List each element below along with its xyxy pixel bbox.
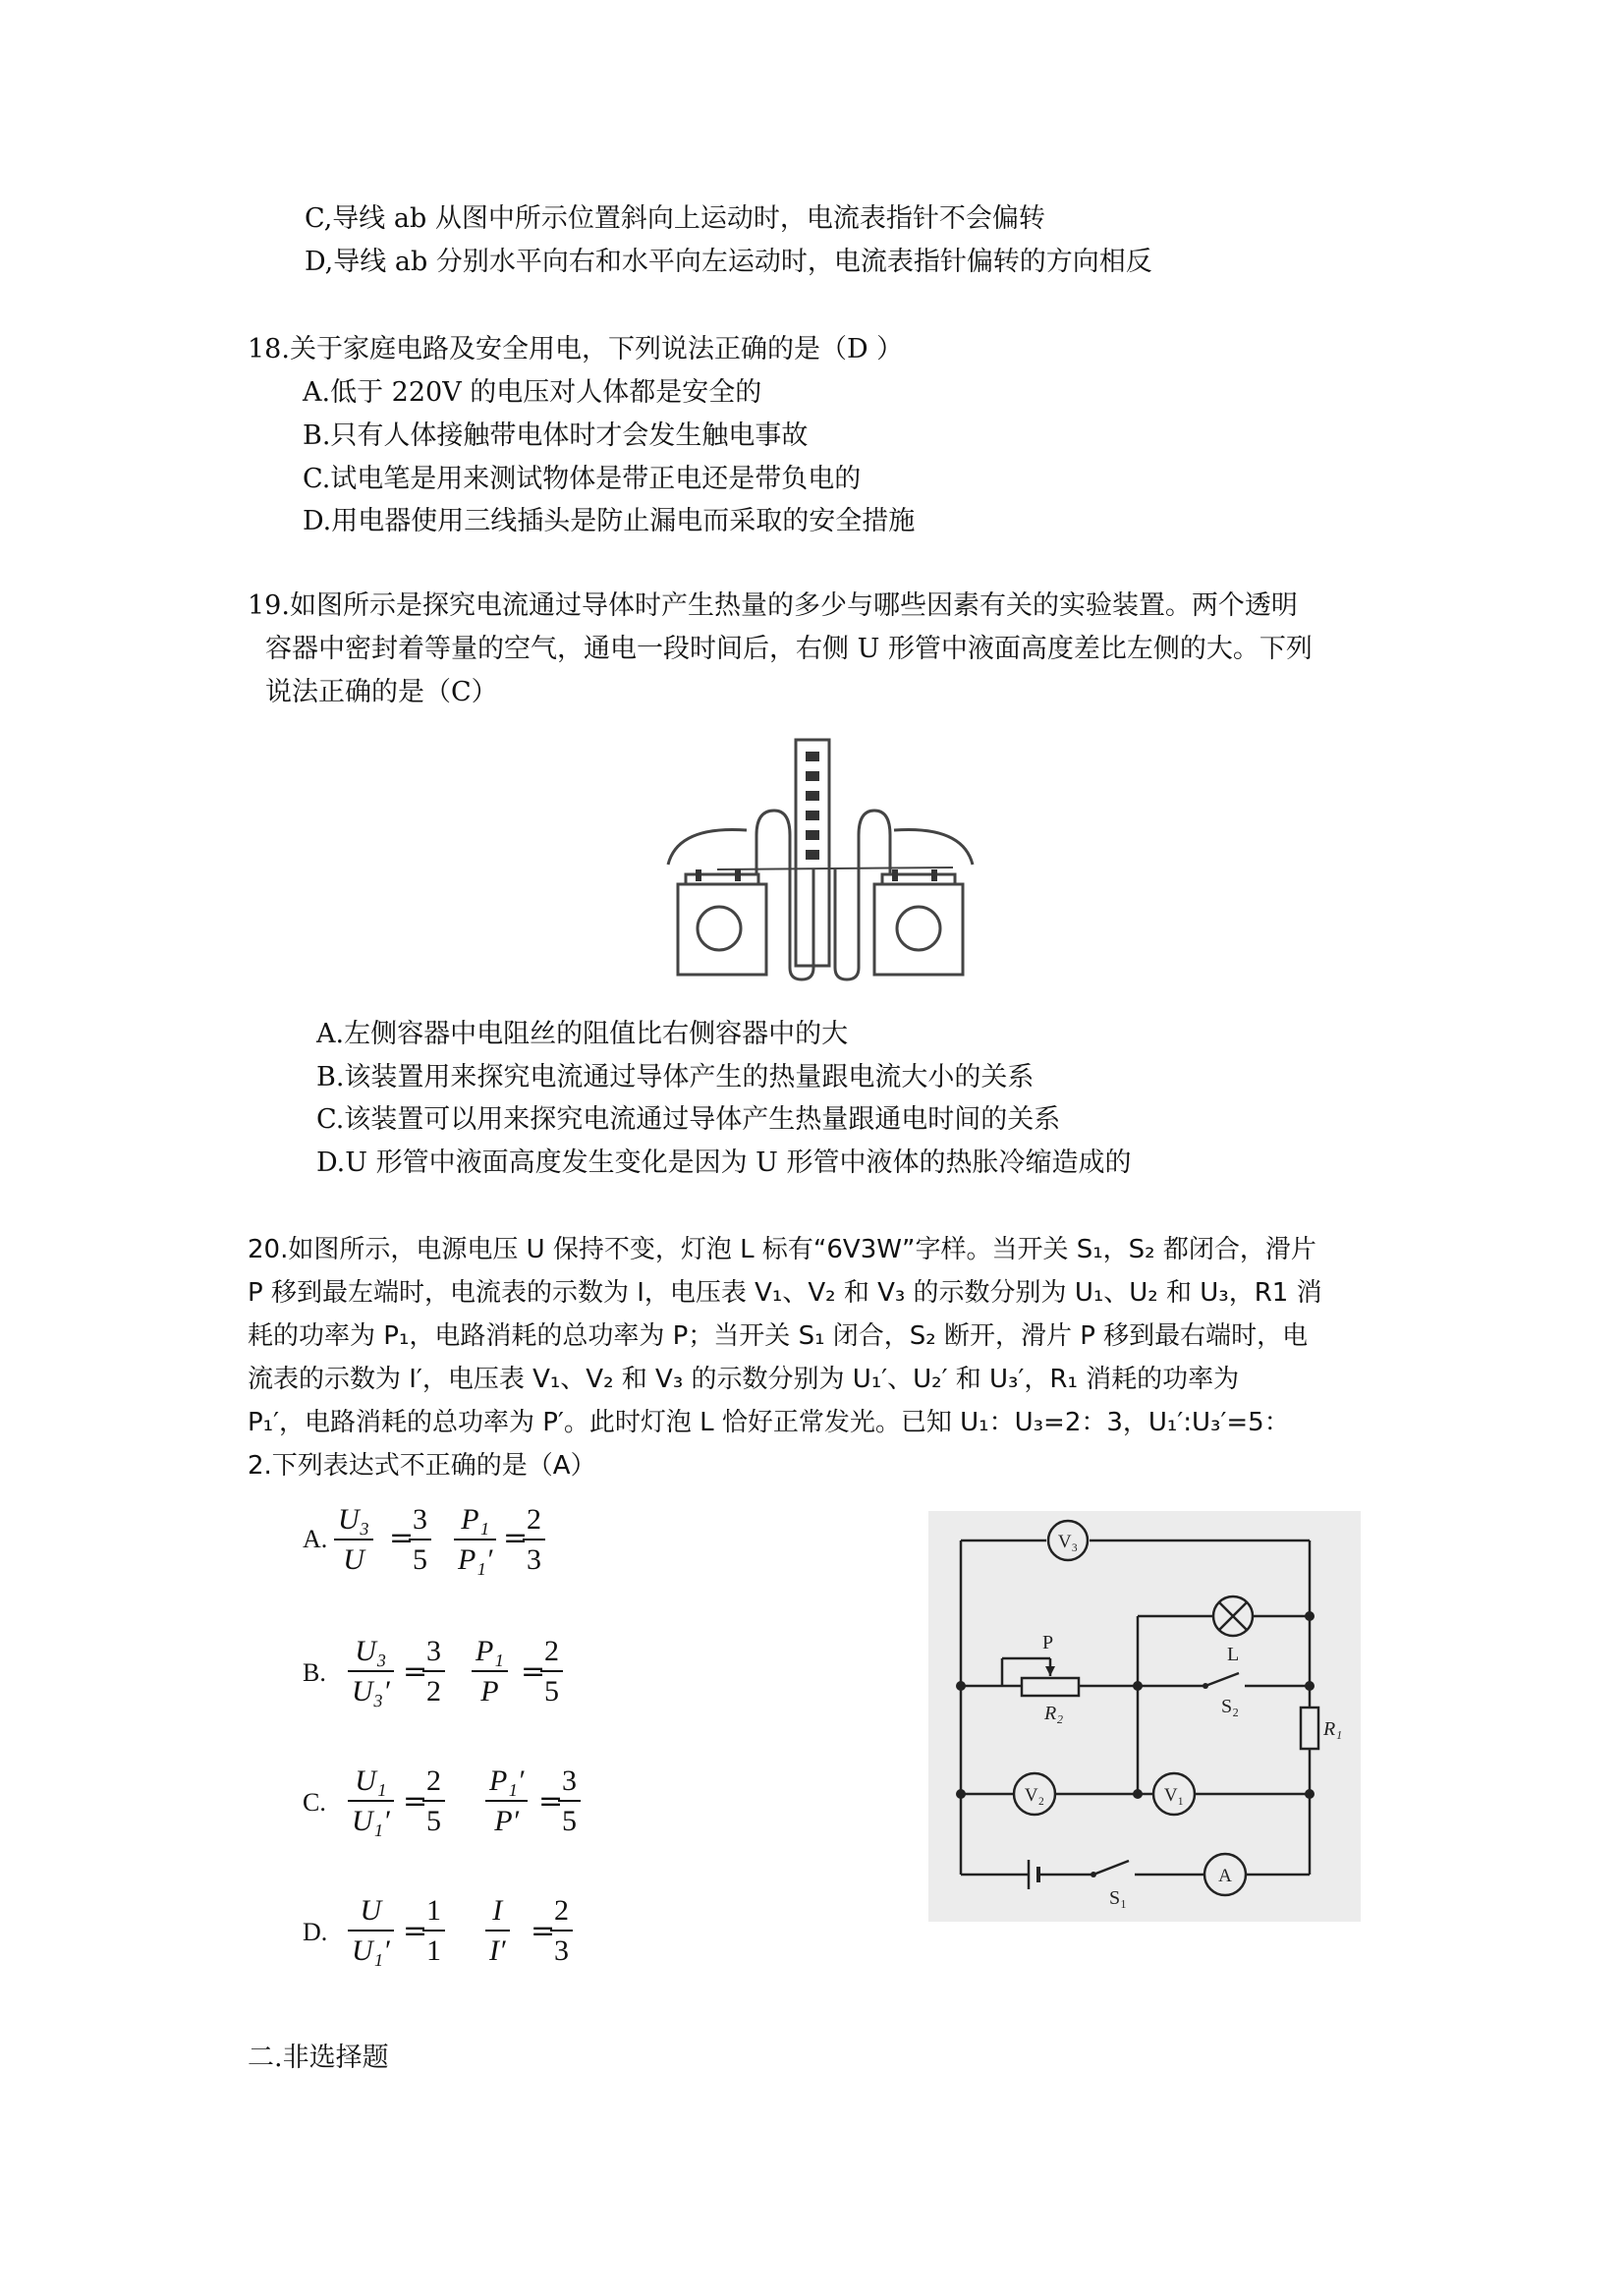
- q20-stem-line-4: 流表的示数为 I′，电压表 V₁、V₂ 和 V₃ 的示数分别为 U₁′、U₂′ 和 U₃′，R₁ 消耗的功率为: [248, 1365, 1240, 1394]
- s1-label: S₁: [1109, 1887, 1128, 1909]
- q20-option-a-value-1: $\frac{3}{5}$: [409, 1501, 431, 1580]
- q20-option-c-value-1: $\frac{2}{5}$: [422, 1763, 445, 1841]
- q20-option-d-equals-2: =: [531, 1914, 556, 1948]
- lamp-label: L: [1227, 1644, 1240, 1665]
- ammeter-label: A: [1218, 1866, 1232, 1886]
- r2-label: R₂: [1044, 1703, 1064, 1724]
- q20-stem-line-6: 2.下列表达式不正确的是（A）: [248, 1451, 596, 1481]
- q20-option-d-value-1: $\frac{1}{1}$: [422, 1892, 445, 1971]
- q20-option-c-equals-2: =: [538, 1784, 564, 1819]
- q18-option-a: A.低于 220V 的电压对人体都是安全的: [303, 377, 762, 408]
- q17-option-d: D,导线 ab 分别水平向右和水平向左运动时，电流表指针偏转的方向相反: [305, 247, 1152, 277]
- q19-option-a: A.左侧容器中电阻丝的阻值比右侧容器中的大: [316, 1019, 849, 1049]
- q20-stem-line-3: 耗的功率为 P₁，电路消耗的总功率为 P；当开关 S₁ 闭合，S₂ 断开，滑片 P 移到最右端时，电: [248, 1321, 1309, 1351]
- q20-option-c-equals-1: =: [403, 1784, 428, 1819]
- q20-option-a-value-2: $\frac{2}{3}$: [523, 1501, 545, 1580]
- v3-label: V₃: [1057, 1532, 1079, 1552]
- q20-option-a-label: A.: [303, 1525, 328, 1553]
- q20-option-a-equals-1: =: [389, 1521, 415, 1555]
- q20-option-b-equals-2: =: [521, 1654, 546, 1689]
- q18-option-b: B.只有人体接触带电体时才会发生触电事故: [303, 420, 809, 451]
- q20-option-c-fraction-2: $\frac{\text{P₁′}}{P'}$: [485, 1763, 528, 1841]
- slider-label: P: [1042, 1632, 1054, 1653]
- q20-option-b-value-1: $\frac{3}{2}$: [422, 1633, 445, 1711]
- q19-stem-line-1: 19.如图所示是探究电流通过导体时产生热量的多少与哪些因素有关的实验装置。两个透明: [248, 590, 1298, 621]
- q20-stem-line-5: P₁′，电路消耗的总功率为 P′。此时灯泡 L 恰好正常发光。已知 U₁：U₃=2：3，U₁′:U₃′=5：: [248, 1408, 1290, 1437]
- s2-label: S₂: [1221, 1696, 1240, 1717]
- q20-option-d-fraction-2: $\frac{I}{I'}$: [485, 1892, 510, 1971]
- q19-stem-line-3: 说法正确的是（C）: [265, 677, 498, 707]
- q20-option-c-value-2: $\frac{3}{5}$: [558, 1763, 581, 1841]
- q19-option-d: D.U 形管中液面高度发生变化是因为 U 形管中液体的热胀冷缩造成的: [316, 1148, 1132, 1178]
- q19-option-b: B.该装置用来探究电流通过导体产生的热量跟电流大小的关系: [316, 1062, 1035, 1092]
- q18-option-d: D.用电器使用三线插头是防止漏电而采取的安全措施: [303, 506, 916, 536]
- q18-stem: 18.关于家庭电路及安全用电，下列说法正确的是（D ）: [248, 334, 904, 364]
- circuit-diagram: [928, 1511, 1361, 1922]
- q19-stem-line-2: 容器中密封着等量的空气，通电一段时间后，右侧 U 形管中液面高度差比左侧的大。下列: [265, 634, 1313, 664]
- q20-option-d-equals-1: =: [403, 1914, 428, 1948]
- v2-label: V₂: [1024, 1785, 1045, 1806]
- q20-option-d-value-2: $\frac{2}{3}$: [550, 1892, 573, 1971]
- q19-option-c: C.该装置可以用来探究电流通过导体产生热量跟通电时间的关系: [316, 1104, 1061, 1135]
- q18-option-c: C.试电笔是用来测试物体是带正电还是带负电的: [303, 464, 862, 494]
- q20-option-b-fraction-1: $\frac{\text{U₃}}{\text{U₃′}}$: [348, 1633, 394, 1711]
- q20-option-a-fraction-1: $\frac{\text{U₃}}{U}$: [334, 1501, 373, 1580]
- q20-stem-line-1: 20.如图所示，电源电压 U 保持不变，灯泡 L 标有“6V3W”字样。当开关 S₁，S₂ 都闭合，滑片: [248, 1235, 1316, 1264]
- q20-option-b-fraction-2: $\frac{\text{P₁}}{P}$: [472, 1633, 508, 1711]
- q17-option-c: C,导线 ab 从图中所示位置斜向上运动时，电流表指针不会偏转: [305, 203, 1045, 234]
- q20-option-d-label: D.: [303, 1918, 328, 1946]
- q20-stem-line-2: P 移到最左端时，电流表的示数为 I，电压表 V₁、V₂ 和 V₃ 的示数分别为 U₁、U₂ 和 U₃，R1 消: [248, 1278, 1322, 1308]
- q20-option-a-fraction-2: $\frac{\text{P₁}}{\text{P₁′}}$: [454, 1501, 496, 1580]
- r1-label: R₁: [1323, 1718, 1343, 1740]
- q20-option-c-label: C.: [303, 1788, 326, 1817]
- q20-option-b-equals-1: =: [403, 1654, 428, 1689]
- section-2-heading: 二.非选择题: [248, 2043, 389, 2073]
- q20-option-a-equals-2: =: [503, 1521, 529, 1555]
- q20-option-b-value-2: $\frac{2}{5}$: [540, 1633, 563, 1711]
- q20-option-d-fraction-1: $\frac{U}{\text{U₁′}}$: [348, 1892, 394, 1971]
- q20-option-b-label: B.: [303, 1658, 326, 1687]
- v1-label: V₁: [1163, 1785, 1185, 1806]
- u-tube-apparatus-figure: [658, 732, 982, 987]
- q20-option-c-fraction-1: $\frac{\text{U₁}}{\text{U₁′}}$: [348, 1763, 394, 1841]
